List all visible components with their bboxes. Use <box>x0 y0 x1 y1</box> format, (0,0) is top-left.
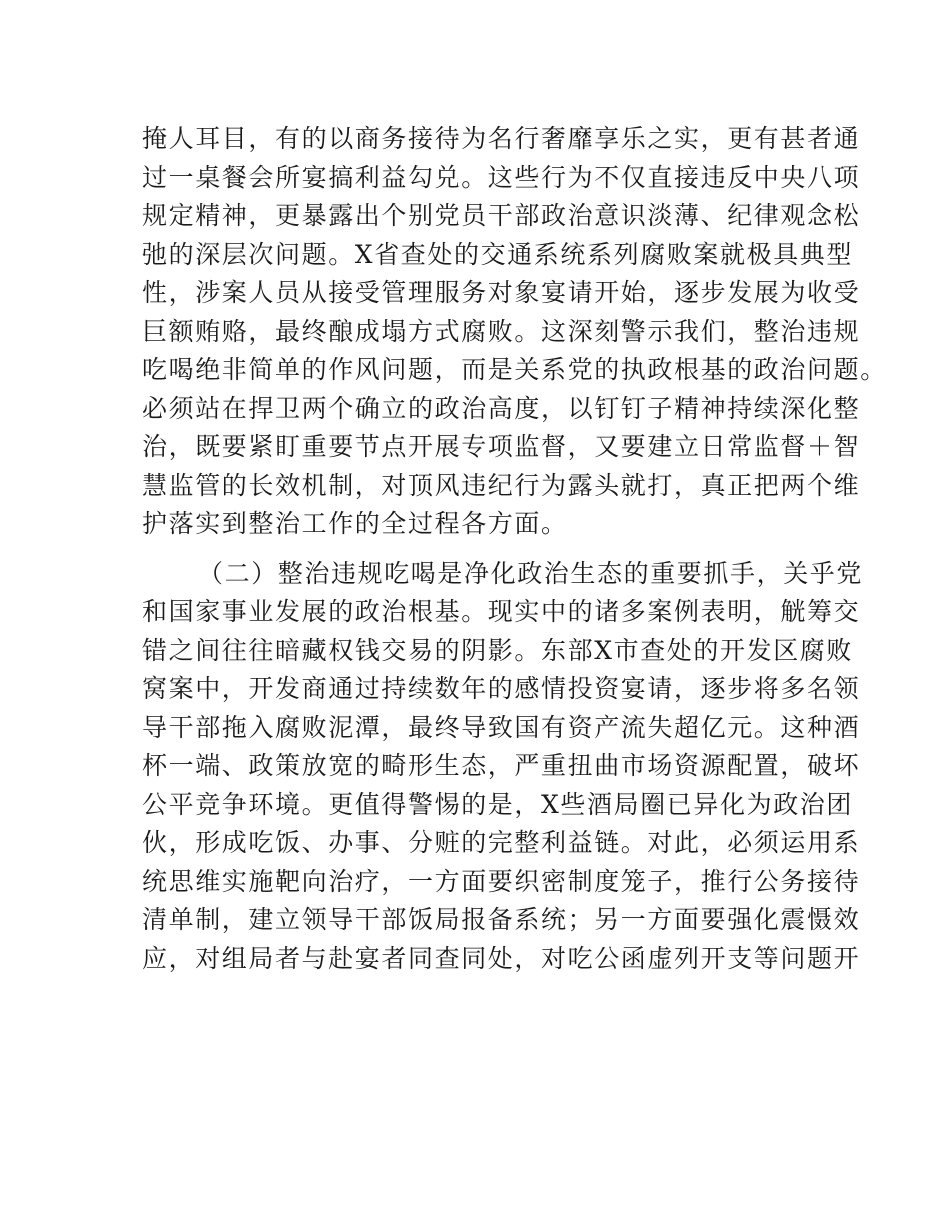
text-line: 必须站在捍卫两个确立的政治高度，以钉钉子精神持续深化整 <box>142 393 861 423</box>
text-line: 过一桌餐会所宴搞利益勾兑。这些行为不仅直接违反中央八项 <box>142 162 861 192</box>
text-line: 规定精神，更暴露出个别党员干部政治意识淡薄、纪律观念松 <box>142 201 861 230</box>
text-line: 和国家事业发展的政治根基。现实中的诸多案例表明，觥筹交 <box>142 597 861 626</box>
paragraph-1 <box>142 120 887 544</box>
text-line: 统思维实施靶向治疗，一方面要织密制度笼子，推行公务接待 <box>142 866 861 896</box>
text-line: 错之间往往暗藏权钱交易的阴影。东部X市查处的开发区腐败 <box>142 635 853 665</box>
text-line: 伙，形成吃饭、办事、分赃的完整利益链。对此，必须运用系 <box>142 828 861 857</box>
text-line: 性，涉案人员从接受管理服务对象宴请开始，逐步发展为收受 <box>142 278 861 307</box>
text-line: 导干部拖入腐败泥潭，最终导致国有资产流失超亿元。这种酒 <box>142 712 861 742</box>
text-line: 弛的深层次问题。X省查处的交通系统系列腐败案就极具典型 <box>142 239 853 269</box>
paragraph-spacing <box>142 544 842 555</box>
document-body <box>142 120 887 978</box>
text-line: 慧监管的长效机制，对顶风违纪行为露头就打，真正把两个维 <box>142 470 861 500</box>
text-line: 公平竞争环境。更值得警惕的是，X些酒局圈已异化为政治团 <box>142 789 853 819</box>
text-line: 治，既要紧盯重要节点开展专项监督，又要建立日常监督＋智 <box>142 432 861 461</box>
text-line: 应，对组局者与赴宴者同查同处，对吃公函虚列开支等问题开 <box>142 943 861 973</box>
text-line: 吃喝绝非简单的作风问题，而是关系党的执政根基的政治问题。 <box>142 355 887 384</box>
paragraph-2 <box>142 555 864 979</box>
text-line: 杯一端、政策放宽的畸形生态，严重扭曲市场资源配置，破坏 <box>142 751 861 780</box>
text-line: 窝案中，开发商通过持续数年的感情投资宴请，逐步将多名领 <box>142 674 861 703</box>
text-line-first: （二）整治违规吃喝是净化政治生态的重要抓手，关乎党 <box>198 558 864 588</box>
text-line: 清单制，建立领导干部饭局报备系统；另一方面要强化震慑效 <box>142 905 861 934</box>
text-line: 巨额贿赂，最终酿成塌方式腐败。这深刻警示我们，整治违规 <box>142 316 861 346</box>
text-line: 护落实到整治工作的全过程各方面。 <box>142 509 568 538</box>
text-line: 掩人耳目，有的以商务接待为名行奢靡享乐之实，更有甚者通 <box>142 124 861 153</box>
